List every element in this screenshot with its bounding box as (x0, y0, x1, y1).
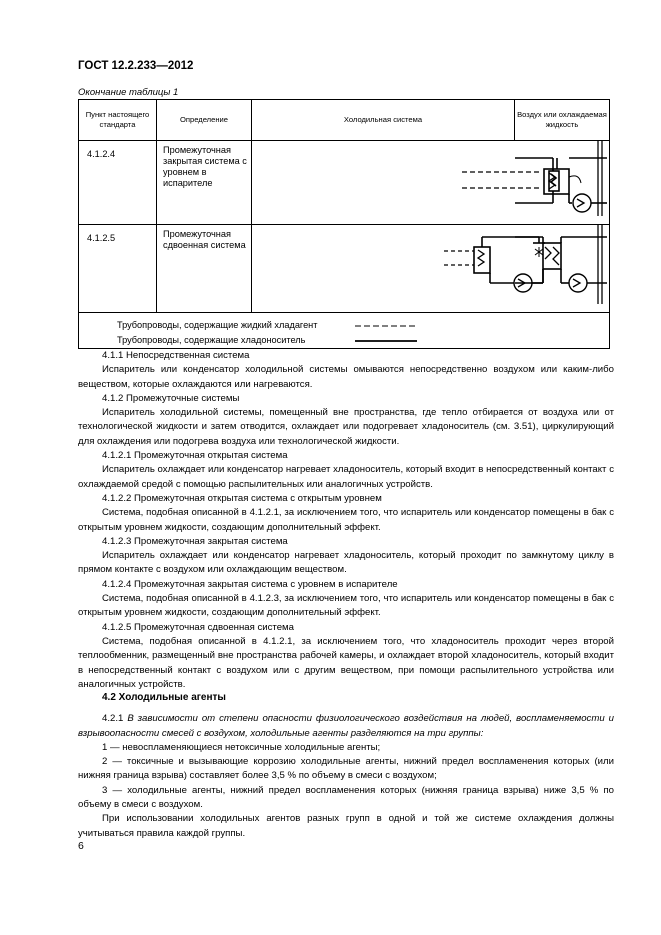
paragraph: Испаритель или конденсатор холодильной системы омываются непосредственно воздухом или каким-либо веществом, которые охлаждаются или нагреваются. (78, 364, 614, 390)
paragraph: 4.1.2.2 Промежуточная открытая система с открытым уровнем (102, 492, 382, 504)
definitions-table (78, 99, 610, 349)
definition-cell: Промежуточная закрытая система с уровнем в испарителе (157, 141, 252, 225)
spray-device-diagram (515, 225, 610, 304)
clause-cell: 4.1.2.4 (79, 141, 157, 225)
legend-label: Трубопроводы, содержащие жидкий хладагент (117, 320, 318, 330)
clause-number: 4.2.1 (102, 713, 124, 725)
definition-cell: Промежуточная сдвоенная система (157, 225, 252, 313)
legend-label: Трубопроводы, содержащие хладоноситель (117, 335, 306, 345)
diagram-cell (252, 141, 610, 225)
column-header-clause: Пункт настоящего стандарта (79, 100, 157, 141)
column-header-definition: Определение (157, 100, 252, 141)
standard-header: ГОСТ 12.2.233—2012 (78, 60, 194, 72)
intro-text: В зависимости от степени опасности физиологического воздействия на людей, воспламеняемости и взрывоопасности смесей с воздухом, холодильные агенты разделяются на три группы: (78, 713, 614, 739)
medium-coil-diagram (515, 141, 610, 216)
legend-item (79, 313, 609, 333)
table-row (79, 225, 610, 313)
paragraph: Испаритель холодильной системы, помещенный вне пространства, где тепло отбирается от воздуха или от технологической жидкости и затем отводится, охлаждает или подогревает хладоноситель (см. 3.51), циркулирующий для охлаждения или подогрева воздуха или технологической жидкости. (78, 407, 614, 447)
group-item: 3 — холодильные агенты, нижний предел воспламенения которых (нижняя граница взрыва) ниже 3,5 % по объему в смеси с воздухом. (78, 784, 614, 811)
paragraph: 4.1.2 Промежуточные системы (102, 392, 240, 404)
legend-row (79, 313, 610, 349)
section-heading: 4.2 Холодильные агенты (102, 692, 226, 703)
paragraph: При использовании холодильных агентов разных групп в одной и той же системе охлаждения должны учитываться правила каждой группы. (78, 813, 614, 839)
page-number: 6 (78, 840, 84, 852)
group-item: 2 — токсичные и вызывающие коррозию холодильные агенты, нижний предел воспламенения которых (или нижняя граница взрыва) составляет более 3,5 % по объему в смеси с воздухом; (78, 756, 614, 782)
legend-item (79, 333, 609, 348)
column-header-system: Холодильная система (252, 100, 515, 141)
body-text (78, 349, 614, 692)
section-refrigerants (78, 691, 614, 841)
paragraph: 4.1.2.5 Промежуточная сдвоенная система (102, 621, 294, 633)
paragraph: 4.1.2.3 Промежуточная закрытая система (102, 535, 288, 547)
column-header-medium: Воздух или охлаждаемая жидкость (515, 100, 610, 141)
paragraph: Испаритель охлаждает или конденсатор нагревает хладоноситель, который входит в непосредственный контакт с охлаждаемой средой с помощью распылительных или аналогичных устройств. (78, 464, 614, 490)
paragraph: Система, подобная описанной в 4.1.2.1, за исключением того, что хладоноситель проходит через второй теплообменник, размещенный вне пространства рабочей камеры, и охлаждает второй хладоноситель, который входит в непосредственный контакт с воздухом или с другим веществом, при помощи распылительного устройства или аналогичных устройств. (78, 635, 614, 690)
paragraph: Система, подобная описанной в 4.1.2.1, за исключением того, что испаритель или конденсатор помещены в бак с открытым уровнем жидкости, создающим дополнительный эффект. (78, 507, 614, 533)
paragraph: Испаритель охлаждает или конденсатор нагревает хладоноситель, который проходит по замкнутому циклу в прямом контакте с воздухом или охлаждающим веществом. (78, 550, 614, 576)
group-item: 1 — невоспламеняющиеся нетоксичные холодильные агенты; (102, 741, 381, 753)
clause-cell: 4.1.2.5 (79, 225, 157, 313)
paragraph: Система, подобная описанной в 4.1.2.3, за исключением того, что испаритель или конденсатор помещены в бак с открытым уровнем жидкости, создающим дополнительный эффект. (78, 593, 614, 619)
paragraph (78, 712, 614, 741)
paragraph: 4.1.2.4 Промежуточная закрытая система с уровнем в испарителе (102, 578, 398, 590)
table-row (79, 141, 610, 225)
table-caption: Окончание таблицы 1 (78, 87, 179, 98)
paragraph: 4.1.1 Непосредственная система (102, 350, 250, 361)
solid-line-sample (355, 337, 417, 345)
dashed-line-sample (355, 322, 417, 330)
diagram-cell (252, 225, 610, 313)
paragraph: 4.1.2.1 Промежуточная открытая система (102, 450, 288, 462)
